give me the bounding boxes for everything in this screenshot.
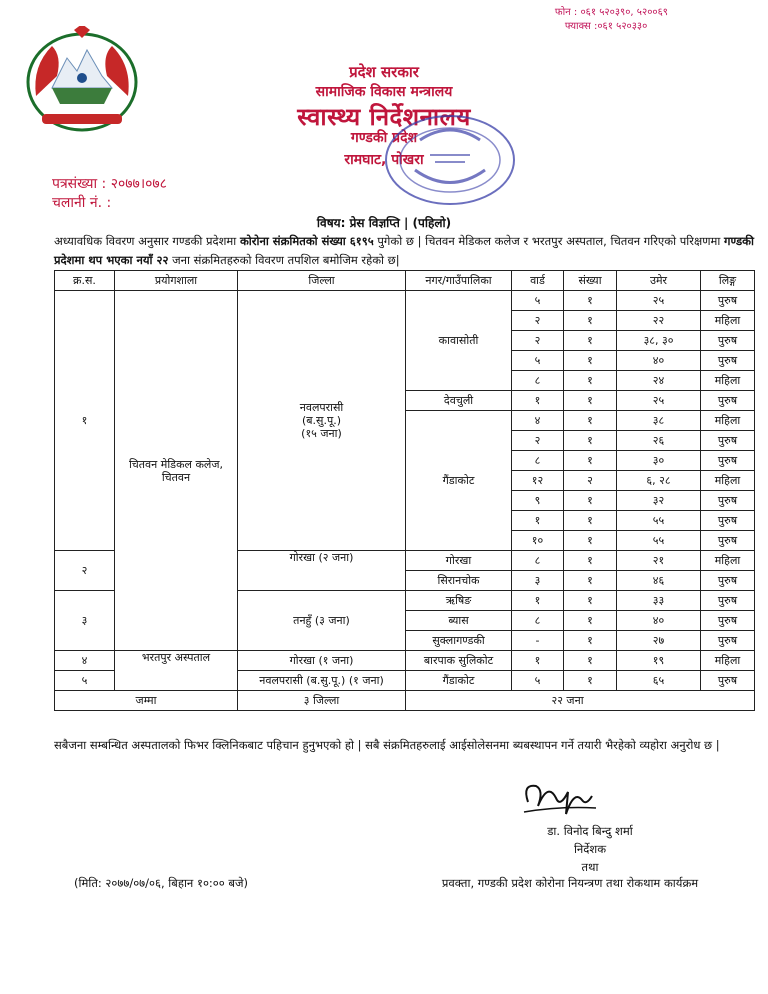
- ward-cell: १२: [512, 471, 564, 491]
- gender-cell: पुरुष: [701, 571, 755, 591]
- gender-cell: महिला: [701, 371, 755, 391]
- table-header-row: [55, 271, 755, 291]
- muni-cell: सिरानचोक: [406, 571, 512, 591]
- gender-cell: पुरुष: [701, 631, 755, 651]
- age-cell: २४: [617, 371, 701, 391]
- ward-cell: ८: [512, 371, 564, 391]
- col-header: नगर/गाउँपालिका: [406, 271, 512, 291]
- district-cell: नवलपरासी (ब.सु.पू.) (१ जना): [238, 671, 406, 691]
- muni-cell: देवचुली: [406, 391, 512, 411]
- issue-date: (मिति: २०७७/०७/०६, बिहान १०:०० बजे): [74, 876, 249, 890]
- gender-cell: पुरुष: [701, 671, 755, 691]
- total-label: जम्मा: [55, 691, 238, 711]
- muni-cell: ऋषिङ: [406, 591, 512, 611]
- header-line-4: गण्डकी प्रदेश: [350, 130, 418, 146]
- total-spacer: [406, 691, 512, 711]
- total-districts: ३ जिल्ला: [238, 691, 406, 711]
- gender-cell: पुरुष: [701, 291, 755, 311]
- age-cell: ४६: [617, 571, 701, 591]
- signatory-name: डा. विनोद बिन्दु शर्मा: [547, 824, 633, 838]
- gender-cell: पुरुष: [701, 531, 755, 551]
- phone-line: फोन : ०६१ ५२०३९०, ५२००६९: [554, 7, 668, 18]
- gender-cell: पुरुष: [701, 331, 755, 351]
- count-cell: १: [564, 351, 617, 371]
- signature: [520, 772, 600, 822]
- gender-cell: पुरुष: [701, 391, 755, 411]
- count-cell: १: [564, 571, 617, 591]
- count-cell: २: [564, 471, 617, 491]
- count-cell: १: [564, 671, 617, 691]
- ward-cell: ५: [512, 671, 564, 691]
- ward-cell: -: [512, 631, 564, 651]
- count-cell: १: [564, 451, 617, 471]
- lab-name: चितवन मेडिकल कलेज, चितवन: [128, 457, 224, 484]
- count-cell: १: [564, 371, 617, 391]
- table-total-row: [55, 691, 755, 711]
- signatory-and: तथा: [581, 860, 599, 874]
- header-line-3: स्वास्थ्य निर्देशनालय: [297, 103, 471, 131]
- header-line-1: प्रदेश सरकार: [349, 63, 419, 81]
- age-cell: ६५: [617, 671, 701, 691]
- gender-cell: पुरुष: [701, 451, 755, 471]
- gender-cell: पुरुष: [701, 511, 755, 531]
- col-header: क्र.स.: [55, 271, 115, 291]
- table-row: [55, 651, 755, 671]
- header-line-2: सामाजिक विकास मन्त्रालय: [315, 84, 453, 100]
- count-cell: १: [564, 631, 617, 651]
- header-line-5: रामघाट, पोखरा: [344, 152, 424, 168]
- district-cell: [238, 291, 406, 551]
- count-cell: १: [564, 311, 617, 331]
- age-cell: ५५: [617, 511, 701, 531]
- gender-cell: पुरुष: [701, 351, 755, 371]
- intro-highlight-count: कोरोना संक्रमितको संख्या ६१९५: [239, 234, 374, 248]
- gender-cell: पुरुष: [701, 611, 755, 631]
- count-cell: १: [564, 611, 617, 631]
- count-cell: १: [564, 391, 617, 411]
- gender-cell: महिला: [701, 551, 755, 571]
- district-name: नवलपरासी: [299, 401, 344, 414]
- age-cell: ४०: [617, 611, 701, 631]
- ward-cell: १: [512, 591, 564, 611]
- district-cell: गोरखा (२ जना): [238, 551, 406, 591]
- gender-cell: पुरुष: [701, 591, 755, 611]
- ward-cell: ८: [512, 551, 564, 571]
- col-header: संख्या: [564, 271, 617, 291]
- count-cell: १: [564, 331, 617, 351]
- ward-cell: १०: [512, 531, 564, 551]
- intro-highlight-new: गण्डकी प्रदेशमा थप भएका नयाँ २२: [54, 234, 754, 267]
- col-header: लिङ्ग: [701, 271, 755, 291]
- gender-cell: महिला: [701, 311, 755, 331]
- ward-cell: ४: [512, 411, 564, 431]
- count-cell: १: [564, 291, 617, 311]
- ward-cell: ३: [512, 571, 564, 591]
- count-cell: १: [564, 491, 617, 511]
- count-cell: १: [564, 511, 617, 531]
- age-cell: ५५: [617, 531, 701, 551]
- age-cell: २५: [617, 291, 701, 311]
- intro-paragraph: [54, 232, 754, 270]
- district-cell: गोरखा (१ जना): [238, 651, 406, 671]
- intro-text-3: जना संक्रमितहरुको विवरण तपशिल बमोजिम रहेको छ|: [168, 253, 400, 267]
- gender-cell: महिला: [701, 471, 755, 491]
- gender-cell: महिला: [701, 651, 755, 671]
- ward-cell: ९: [512, 491, 564, 511]
- lab-cell: भरतपुर अस्पताल: [115, 651, 238, 691]
- col-header: उमेर: [617, 271, 701, 291]
- serial-cell: १: [55, 291, 115, 551]
- reference-number: पत्रसंख्या : २०७७।०७८: [52, 176, 167, 192]
- office-stamp: [380, 110, 520, 220]
- district-sub: (ब.सु.पू.): [301, 414, 342, 427]
- gender-cell: पुरुष: [701, 431, 755, 451]
- subject-line: विषय: प्रेस विज्ञप्ति | (पहिलो): [316, 216, 452, 230]
- muni-cell: कावासोती: [406, 291, 512, 391]
- muni-cell: गोरखा: [406, 551, 512, 571]
- age-cell: ३८: [617, 411, 701, 431]
- contact-block: [555, 6, 668, 34]
- intro-text-1: अध्यावधिक विवरण अनुसार गण्डकी प्रदेशमा: [54, 234, 240, 248]
- muni-cell: सुक्लागण्डकी: [406, 631, 512, 651]
- serial-cell: ३: [55, 591, 115, 651]
- age-cell: २६: [617, 431, 701, 451]
- serial-cell: ५: [55, 671, 115, 691]
- col-header: जिल्ला: [238, 271, 406, 291]
- district-cell: तनहुँ (३ जना): [238, 591, 406, 651]
- serial-cell: ४: [55, 651, 115, 671]
- fax-line: फ्याक्स :०६१ ५२०३३०: [564, 21, 648, 32]
- age-cell: २५: [617, 391, 701, 411]
- count-cell: १: [564, 551, 617, 571]
- total-count: २२ जना: [512, 691, 755, 711]
- col-header: प्रयोगशाला: [115, 271, 238, 291]
- ward-cell: ८: [512, 611, 564, 631]
- ward-cell: ५: [512, 291, 564, 311]
- age-cell: २२: [617, 311, 701, 331]
- count-cell: १: [564, 591, 617, 611]
- gender-cell: महिला: [701, 411, 755, 431]
- age-cell: ३२: [617, 491, 701, 511]
- ward-cell: १: [512, 511, 564, 531]
- ward-cell: २: [512, 311, 564, 331]
- ward-cell: ८: [512, 451, 564, 471]
- cases-table: [54, 270, 755, 711]
- count-cell: १: [564, 431, 617, 451]
- ward-cell: २: [512, 331, 564, 351]
- age-cell: २१: [617, 551, 701, 571]
- muni-cell: गैंडाकोट: [406, 671, 512, 691]
- age-cell: ६, २८: [617, 471, 701, 491]
- table-row: [55, 291, 755, 311]
- count-cell: १: [564, 651, 617, 671]
- age-cell: ३०: [617, 451, 701, 471]
- muni-cell: ब्यास: [406, 611, 512, 631]
- muni-cell: गैंडाकोट: [406, 411, 512, 551]
- serial-cell: २: [55, 551, 115, 591]
- age-cell: २७: [617, 631, 701, 651]
- col-header: वार्ड: [512, 271, 564, 291]
- chalani-number: चलानी नं. :: [52, 195, 112, 211]
- ward-cell: २: [512, 431, 564, 451]
- district-count: (१५ जना): [301, 427, 342, 440]
- lab-cell: [115, 291, 238, 651]
- ward-cell: १: [512, 651, 564, 671]
- gender-cell: पुरुष: [701, 491, 755, 511]
- age-cell: ३३: [617, 591, 701, 611]
- count-cell: १: [564, 531, 617, 551]
- intro-text-2: पुगेको छ | चितवन मेडिकल कलेज र भरतपुर अस्पताल, चितवन गरिएको परिक्षणमा: [373, 234, 725, 248]
- signatory-role: प्रवक्ता, गण्डकी प्रदेश कोरोना नियन्त्रण तथा रोकथाम कार्यक्रम: [441, 876, 699, 890]
- ward-cell: १: [512, 391, 564, 411]
- ward-cell: ५: [512, 351, 564, 371]
- age-cell: ३८, ३०: [617, 331, 701, 351]
- count-cell: १: [564, 411, 617, 431]
- signatory-title: निर्देशक: [573, 842, 607, 856]
- age-cell: ४०: [617, 351, 701, 371]
- footer-paragraph: सबैजना सम्बन्धित अस्पतालको फिभर क्लिनिकबाट पहिचान हुनुभएको हो | सबै संक्रमितहरुलाई आईसोलेसनमा ब्यबस्थापन गर्ने तयारी भैरहेको व्यहोरा अनुरोध छ |: [54, 738, 720, 752]
- muni-cell: बारपाक सुलिकोट: [406, 651, 512, 671]
- age-cell: १९: [617, 651, 701, 671]
